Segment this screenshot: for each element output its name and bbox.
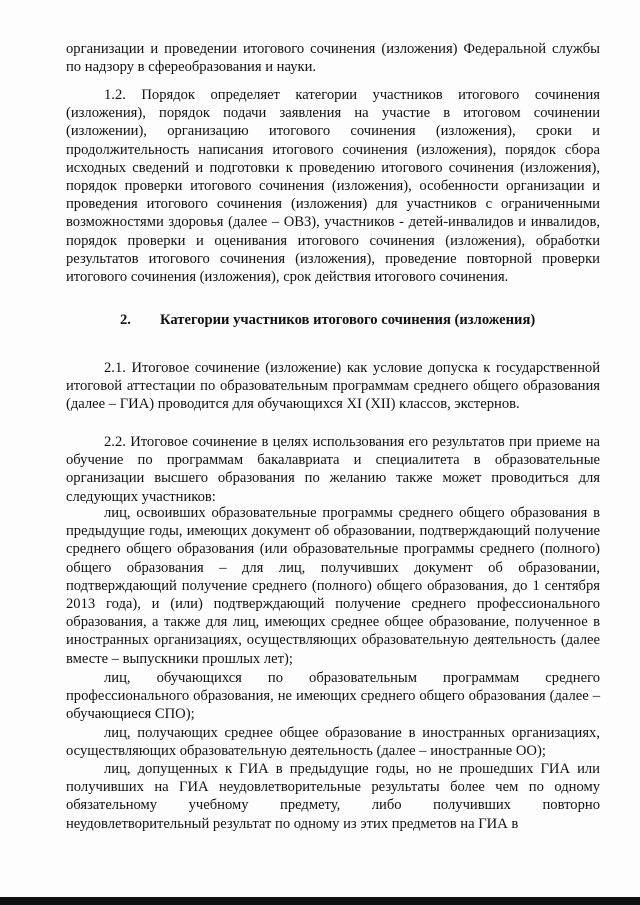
paragraph-text: лиц, получающих среднее общее образование в иностранных организациях, осуществляющих образовательную деятельность (далее – иностранные ОО); xyxy=(66,725,600,760)
list-item-foreign-oo xyxy=(66,724,600,760)
list-item-past-graduates xyxy=(66,504,600,668)
paragraph-text: 2.2. Итоговое сочинение в целях использования его результатов при приеме на обучение по программам бакалавриата и специалитета в образовательные организации высшего образования по желанию также может проводиться для следующих участников: xyxy=(66,434,600,505)
paragraph-2-2 xyxy=(66,433,600,506)
section-number: 2. xyxy=(120,312,131,328)
paragraph-text: лиц, освоивших образовательные программы среднего общего образования в предыдущие годы, имеющих документ об образовании, подтверждающий получение среднего общего образования (или образовательные программы среднего (полного) общего образования – для лиц, получивших документ об образовании, подтверждающий получение среднего (полного) общего образования, до 1 сентября 2013 года), и (или) подтверждающий получение среднего профессионального образования, а также для лиц, имеющих среднее общее образование, полученное в иностранных организациях, осуществляющих образовательную деятельность (далее вместе – выпускники прошлых лет); xyxy=(66,505,600,667)
paragraph-intro-continuation xyxy=(66,40,600,76)
paragraph-text: лиц, допущенных к ГИА в предыдущие годы, но не прошедших ГИА или получивших на ГИА неудовлетворительные результаты более чем по одному обязательному учебному предмету, либо получивших повторно неудовлетворительный результат по одному из этих предметов на ГИА в xyxy=(66,761,600,832)
paragraph-1-2 xyxy=(66,86,600,286)
section-title: Категории участников итогового сочинения (изложения) xyxy=(160,312,536,328)
paragraph-2-1 xyxy=(66,359,600,414)
paragraph-text: 1.2. Порядок определяет категории участников итогового сочинения (изложения), порядок подачи заявления на участие в итоговом сочинении (изложении), организацию итогового сочинения (изложения), сроки и продолжительность написания итогового сочинения (изложения), порядок сбора исходных сведений и подготовки к проведению итогового сочинения (изложения), порядок проверки итогового сочинения (изложения), особенности организации и проведения итогового сочинения (изложения) для участников с ограниченными возможностями здоровья (далее – ОВЗ), участников - детей-инвалидов и инвалидов, порядок проверки и оценивания итогового сочинения (изложения), обработки результатов итогового сочинения (изложения), проведение повторной проверки итогового сочинения (изложения), срок действия итогового сочинения. xyxy=(66,87,600,286)
paragraph-text: лиц, обучающихся по образовательным программам среднего профессионального образования, не имеющих среднего общего образования (далее – обучающиеся СПО); xyxy=(66,670,600,723)
scan-bottom-edge xyxy=(0,897,640,905)
list-item-spo-students xyxy=(66,669,600,724)
list-item-gia-failed xyxy=(66,760,600,833)
paragraph-text: организации и проведении итогового сочинения (изложения) Федеральной службы по надзору в сфереобразования и науки. xyxy=(66,41,600,76)
section-2-heading xyxy=(120,312,535,329)
paragraph-text: 2.1. Итоговое сочинение (изложение) как условие допуска к государственной итоговой аттестации по образовательным программам среднего общего образования (далее – ГИА) проводится для обучающихся XI (XII) классов, экстернов. xyxy=(66,360,600,413)
